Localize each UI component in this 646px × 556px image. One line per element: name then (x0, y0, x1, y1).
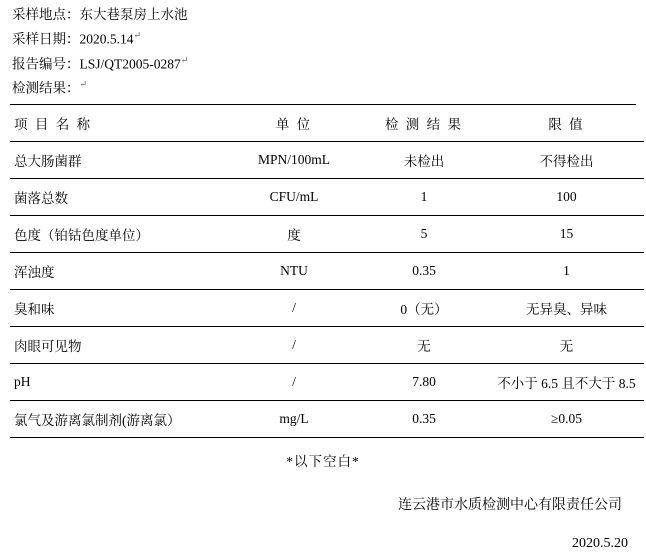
row-unit: / (292, 336, 296, 352)
row-limit: 100 (556, 188, 577, 204)
row-unit: 度 (287, 227, 301, 243)
issue-date: 2020.5.20 (572, 535, 628, 551)
row-result: 1 (420, 188, 428, 204)
header-line-location (12, 4, 636, 25)
header-line-report-no (12, 50, 636, 75)
sampling-location-value: 东大巷泵房上水池 (79, 7, 188, 22)
row-item-name: 臭和味 (14, 301, 55, 317)
row-item-name: 总大肠菌群 (14, 153, 82, 169)
header-line-results (12, 74, 636, 99)
row-item-name: 色度（铂钴色度单位） (14, 227, 149, 243)
results-mark: ↵ (79, 79, 88, 89)
table-row (10, 252, 644, 289)
row-result: 0.35 (412, 262, 436, 278)
table-row (10, 400, 644, 437)
report-number-mark: ↵ (180, 54, 189, 65)
date-mark: ↵ (133, 30, 142, 40)
sampling-date-value: 2020.5.14 (79, 31, 134, 47)
column-header-limit: 限 值 (548, 116, 585, 132)
row-unit: CFU/mL (269, 188, 319, 204)
report-header (10, 4, 636, 99)
header-line-date (12, 25, 636, 50)
row-result: 7.80 (412, 373, 436, 389)
row-limit: 不得检出 (539, 153, 594, 169)
row-limit: 无 (559, 338, 574, 354)
report-number-value: LSJ/QT2005-0287 (79, 56, 181, 71)
column-header-unit: 单 位 (275, 116, 313, 132)
results-table (10, 105, 644, 438)
row-result: 0.35 (412, 410, 436, 426)
issuing-company: 连云港市水质检测中心有限责任公司 (398, 497, 622, 513)
row-limit: ≥0.05 (550, 410, 583, 426)
row-item-name: 肉眼可见物 (14, 338, 82, 354)
table-header-row (10, 105, 644, 142)
row-item-name: 氯气及游离氯制剂(游离氯） (14, 412, 181, 428)
row-unit: MPN/100mL (257, 151, 330, 167)
report-number-label: 报告编号： (12, 56, 80, 71)
row-result: 5 (420, 225, 428, 241)
sampling-location-label: 采样地点： (12, 7, 80, 22)
row-result: 无 (417, 338, 431, 354)
row-unit: / (292, 373, 296, 389)
row-limit: 无异臭、异味 (526, 301, 607, 317)
row-limit: 1 (563, 262, 570, 278)
table-row (10, 326, 644, 363)
table-row (10, 289, 644, 326)
row-item-name: 浑浊度 (14, 264, 55, 280)
row-limit: 15 (559, 225, 574, 241)
column-header-result: 检 测 结 果 (384, 116, 464, 132)
row-unit: mg/L (279, 410, 309, 426)
table-row (10, 178, 644, 215)
row-result: 未检出 (403, 153, 445, 169)
table-row (10, 141, 644, 178)
table-row (10, 215, 644, 252)
row-unit: / (292, 299, 296, 315)
table-row (10, 363, 644, 400)
results-label: 检测结果： (12, 80, 80, 96)
row-result: 0（无） (400, 301, 448, 317)
row-unit: NTU (280, 262, 308, 278)
column-header-item: 项 目 名 称 (14, 116, 93, 132)
blank-note: *以下空白* (286, 453, 360, 469)
row-item-name: pH (14, 373, 31, 389)
row-item-name: 菌落总数 (14, 190, 68, 206)
sampling-date-label: 采样日期： (12, 31, 80, 47)
row-limit: 不小于 6.5 且不大于 8.5 (497, 375, 636, 391)
